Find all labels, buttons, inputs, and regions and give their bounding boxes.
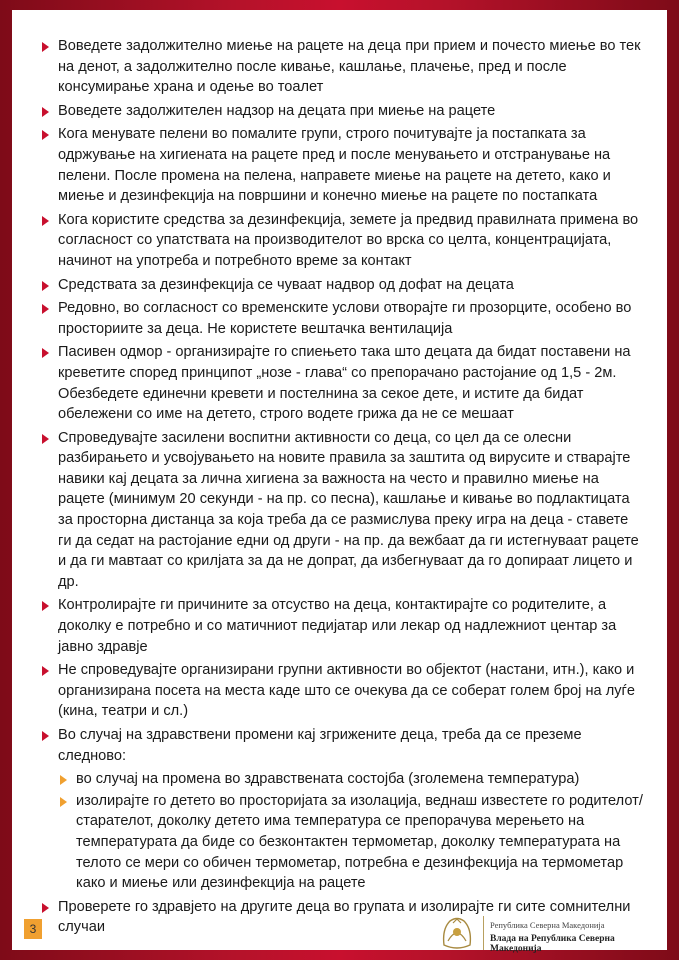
bullet-arrow-icon	[42, 281, 49, 291]
list-item-text: Средствата за дезинфекција се чуваат надвор од дофат на децата	[58, 276, 514, 293]
bullet-arrow-icon	[42, 434, 49, 444]
country-name: Република Северна Македонија	[490, 920, 605, 930]
page-number: 3	[24, 919, 42, 939]
list-item	[40, 428, 645, 593]
bullet-arrow-icon	[42, 731, 49, 741]
coat-of-arms-icon	[440, 915, 474, 951]
list-item-text: Кога користите средства за дезинфекција, земете ја предвид правилната примена во согласност со упатствата на производителот во врска со целта, концентрацијата, начинот на употреба и потребното време за контакт	[58, 211, 639, 269]
list-item	[40, 124, 645, 206]
sub-list-item-text: во случај на промена во здравствената состојба (зголемена температура)	[76, 771, 580, 788]
sub-bullet-arrow-icon	[60, 775, 67, 785]
list-item-text: Кога менувате пелени во помалите групи, строго почитувајте ја постапката за одржување на хигиената на рацете пред и после менувањето и отстранување на пелени. После промена на пелена, направете миење на рацете на детето, како и миење и дезинфекција на површини и конечно миење на рацете по постапката	[58, 126, 611, 205]
bullet-arrow-icon	[42, 348, 49, 358]
bullet-arrow-icon	[42, 666, 49, 676]
list-item	[40, 101, 645, 122]
sub-list-item-text: изолирајте го детето во просторијата за изолација, веднаш известете го родителот/старателот, доколку детето има температура се препорачува мерењето на температурата да биде со безконтактен термометар, доколку температурата на телото се мери со обичен термометар, потребна е дезинфекција на термометар како и миење или дезинфекција на рацете	[76, 792, 643, 892]
bullet-arrow-icon	[42, 304, 49, 314]
list-item	[40, 210, 645, 272]
list-item-text: Редовно, во согласност со временските услови отворајте ги прозорците, особено во просториите за деца. Не користете вештачка вентилација	[58, 300, 632, 337]
list-item	[40, 595, 645, 657]
list-item-text: Пасивен одмор - организирајте го спиењето така што децата да бидат поставени на креветите според принципот „нозе - глава“ со препорачано растојание од 1,5 - 2м. Обезбедете единечни кревети и постелнина за секое дете, и истите да бидат обележени со име на детето, строго водете грижа да не се мешаат	[58, 344, 631, 423]
list-item-text: Воведете задолжителен надзор на децата при миење на рацете	[58, 102, 496, 119]
government-name: Влада на Република Северна Македонија	[490, 934, 615, 954]
list-item-text: Воведете задолжително миење на рацете на деца при прием и почесто миење во тек на денот, а задолжително после кивање, кашлање, плачење, пред и после консумирање храна и одење во тоалет	[58, 38, 641, 96]
document-page	[12, 10, 667, 954]
guidelines-list	[40, 36, 645, 938]
sub-list-item	[58, 769, 645, 790]
list-item-text: Спроведувајте засилени воспитни активности со деца, со цел да се олесни разбирањето и усвојувањето на новите правила за заштита од вирусите и стварајте навики кај децата за лична хигиена за важноста на често и правилно миење на рацете (минимум 20 секунди - на пр. со песна), кашлање и кивање во подлактицата за просторна дистанца за која треба да се размислува преку игра на деца - ставете ги да седат на растојание едни од други - на пр. да вежбаат да ги истегнуваат рацете и да ги мавтаат со крилјата за да не допрат, да избегнуваат да го допираат лицето и др.	[58, 429, 639, 590]
content	[40, 36, 645, 941]
list-item	[40, 725, 645, 894]
bullet-arrow-icon	[42, 130, 49, 140]
bullet-arrow-icon	[42, 42, 49, 52]
list-item-text: Не спроведувајте организирани групни активности во објектот (настани, итн.), како и организирана посета на места каде што се очекува да се соберат голем број на луѓе (кина, театри и сл.)	[58, 662, 635, 720]
list-item	[40, 660, 645, 722]
bullet-arrow-icon	[42, 216, 49, 226]
footer-divider	[483, 916, 484, 950]
list-item-text: Во случај на здравствени промени кај згрижените деца, треба да се преземе следново:	[58, 727, 582, 764]
list-item	[40, 275, 645, 296]
list-item-text: Проверете го здравјето на другите деца во групата и изолирајте ги сите сомнителни случаи	[58, 898, 631, 936]
bullet-arrow-icon	[42, 601, 49, 611]
sub-bullet-arrow-icon	[60, 797, 67, 807]
list-item	[40, 342, 645, 424]
list-item	[40, 897, 645, 938]
list-item-text: Контролирајте ги причините за отсуство на деца, контактирајте со родителите, а доколку е потребно и со матичниот педијатар или лекар од надлежниот центар за јавно здравје	[58, 597, 617, 655]
sub-list-item	[58, 791, 645, 894]
bullet-arrow-icon	[42, 107, 49, 117]
sub-list	[58, 769, 645, 894]
list-item	[40, 36, 645, 98]
bullet-arrow-icon	[42, 903, 49, 913]
list-item	[40, 298, 645, 339]
